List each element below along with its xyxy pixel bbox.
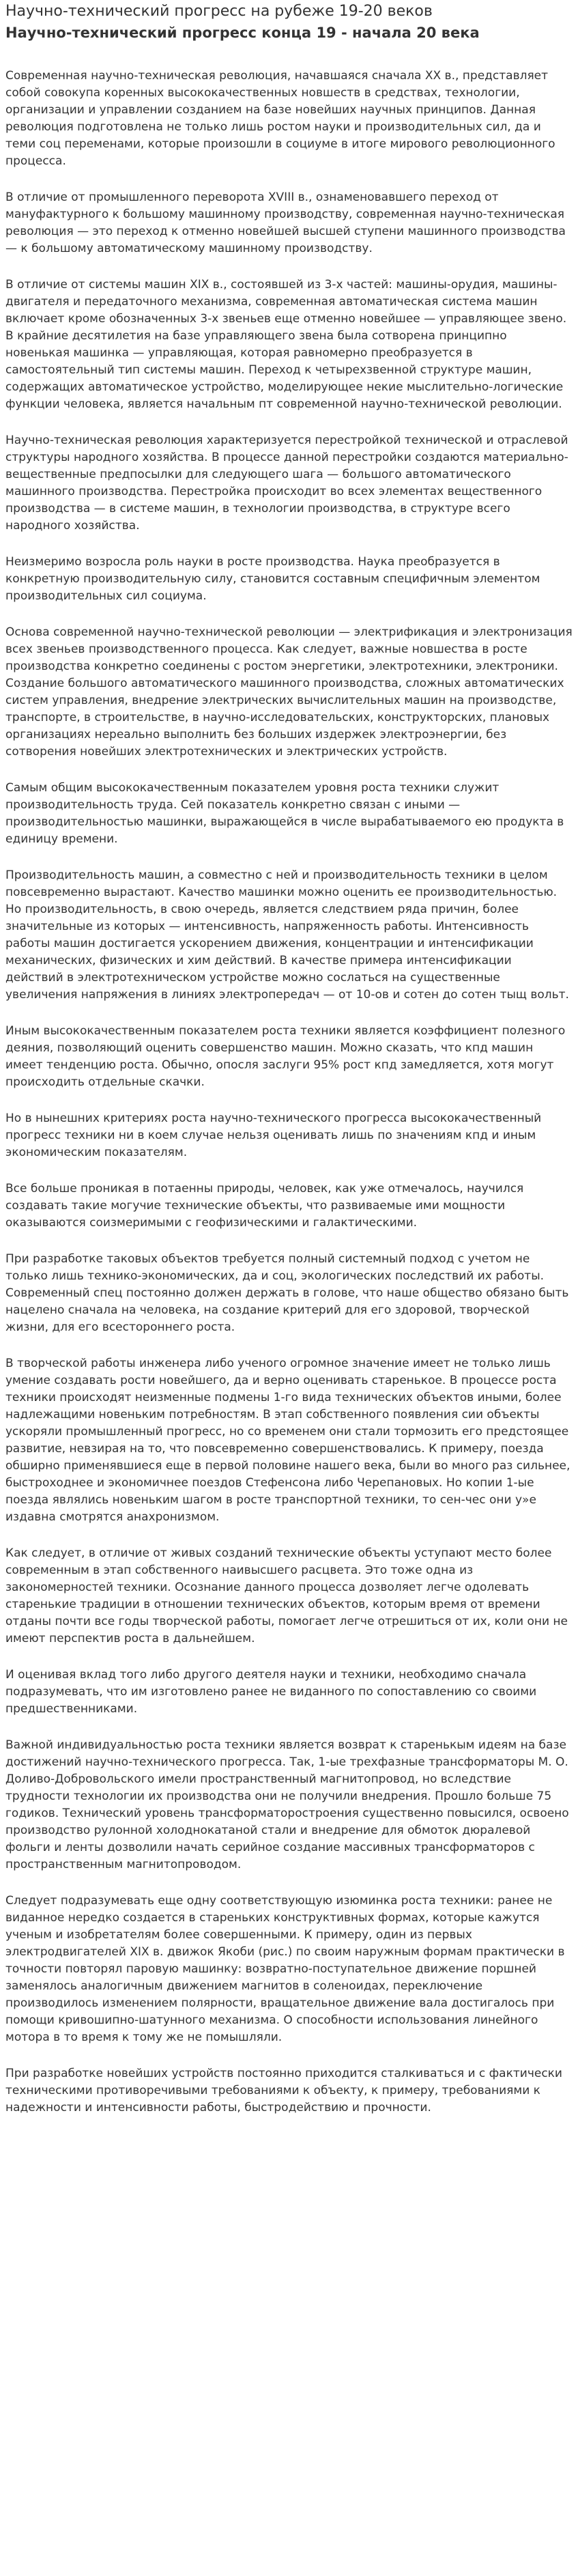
paragraph: При разработке таковых объектов требуется полный системный подход с учетом не только лишь технико-экономических, да и соц, экологических последствий их работы. Современный спец постоянно должен держать в голове, что наше общество обязано быть нацелено сначала на человека, на создание критерий для его здоровой, творческой жизни, для его всестороннего роста.: [5, 1252, 569, 1334]
paragraph: Производительность машин, а совместно с ней и производительность техники в целом повсевременно вырастают. Качество машинки можно оценить ее производительностью. Но производительность, в свою очередь, является следствием ряда причин, более значительные из которых — интенсивность, напряженность работы. Интенсивность работы машин достигается ускорением движения, концентрации и интенсификации механических, физических и хим действий. В качестве примера интенсификации действий в электротехническом устройстве можно сослаться на существенные увеличения напряжения в линиях электропередач — от 10-ов и сотен до сотен тыщ вольт.: [5, 868, 569, 1002]
page-title: Научно-технический прогресс на рубеже 19-20 веков: [5, 3, 433, 20]
paragraph: Самым общим высококачественным показателем уровня роста техники служит производительность труда. Сей показатель конкретно связан с иными — производительностью машинки, выражающейся в числе вырабатываемого ею продукта в единицу времени.: [5, 781, 564, 846]
paragraph: Современная научно-техническая революция, начавшаяся сначала XX в., представляет собой совокупа коренных высококачественных новшеств в средствах, технологии, организации и управлении созданием на базе новейших научных принципов. Данная революция подготовлена не только лишь ростом науки и производительных сил, да и теми соц переменами, которые произошли в социуме в итоге мирового революционного процесса.: [5, 69, 555, 168]
paragraph: В творческой работы инженера либо ученого огромное значение имеет не только лишь умение создавать рости новейшего, да и верно оценивать старенькое. В процессе роста техники происходят неизменные подмены 1-го вида технических объектов иными, более надлежащими новеньким потребностям. В этап собственного появления сии объекты ускоряли промышленный прогресс, но со временем они стали тормозить его предстоящее развитие, невзирая на то, что повсевременно совершенствовались. К примеру, поезда обширно применявшиеся еще в первой половине нашего века, были во много раз сильнее, быстроходнее и экономичнее поездов Стефенсона либо Черепановых. Но копии 1-ые поезда являлись новеньким шагом в росте транспортной техники, то сен-чес они у»е издавна смотрятся анахронизмом.: [5, 1357, 570, 1524]
paragraph: Основа современной научно-технической революции — электрификация и электронизация всех звеньев производственного процесса. Как следует, важные новшества в росте производства конкретно соединены с ростом энергетики, электротехники, электроники. Создание большого автоматического машинного производства, сложных автоматических систем управления, внедрение электрических вычислительных машин на производстве, транспорте, в строительстве, в научно-исследовательских, конструкторских, плановых организациях нереально выполнить без больших издержек электроэнергии, без сотворения новейших электротехнических и электрических устройств.: [5, 625, 573, 759]
paragraph: Научно-техническая революция характеризуется перестройкой технической и отраслевой структуры народного хозяйства. В процессе данной перестройки создаются материально-вещественные предпосылки для следующего шага — большого автоматического машинного производства. Перестройка происходит во всех элементах вещественного производства — в системе машин, в технологии производства, в структуре всего народного хозяйства.: [5, 434, 568, 533]
paragraph: При разработке новейших устройств постоянно приходится сталкиваться и с фактически техническими противоречивыми требованиями к объекту, к примеру, требованиями к надежности и интенсивности работы, быстродействию и прочности.: [5, 2067, 562, 2114]
paragraph: Но в нынешних критериях роста научно-технического прогресса высококачественный прогресс техники ни в коем случае нельзя оценивать лишь по значениям кпд и иным экономическим показателям.: [5, 1112, 542, 1159]
article-subtitle: Научно-технический прогресс конца 19 - начала 20 века: [5, 25, 480, 41]
paragraph: Важной индивидуальностью роста техники является возврат к старенькым идеям на базе достижений научно-технического прогресса. Так, 1-ые трехфазные трансформаторы М. О. Доливо-Добровольского имели пространственный магнитопровод, но вследствие трудности технологии их производства они не получили внедрения. Прошло больше 75 годиков. Технический уровень трансформаторостроения существенно повысился, освоено производство рулонной холоднокатаной стали и внедрение для обмоток дюралевой фольги и ленты дозволили начать серийное создание массивных трансформаторов с пространственным магнитопроводом.: [5, 1738, 569, 1871]
paragraph: В отличие от промышленного переворота XVIII в., ознаменовавшего переход от мануфактурного к большому машинному производству, современная научно-техническая революция — это переход к отменно новейшей высшей ступени машинного производства — к большому автоматическому машинному производству.: [5, 190, 566, 255]
paragraph: Все больше проникая в потаенны природы, человек, как уже отмечалось, научился создавать такие могучие технические объекты, что развиваемые ими мощности оказываются соизмеримыми с геофизическими и галактическими.: [5, 1182, 524, 1230]
paragraph: И оценивая вклад того либо другого деятеля науки и техники, необходимо сначала подразумевать, что им изготовлено ранее не виданного по сопоставлению со своими предшественниками.: [5, 1668, 537, 1716]
paragraph: Неизмеримо возросла роль науки в росте производства. Наука преобразуется в конкретную производительную силу, становится составным специфичным элементом производительных сил социума.: [5, 555, 540, 603]
paragraph: В отличие от системы машин XIX в., состоявшей из 3-х частей: машины-орудия, машины-двигателя и передаточного механизма, современная автоматическая система машин включает кроме обозначенных 3-х звеньев еще отменно новейшее — управляющее звено. В крайние десятилетия на базе управляющего звена была сотворена принципно новенькая машинка — управляющая, которая равномерно преобразуется в самостоятельный тип системы машин. Переход к четырехзвенной структуре машин, содержащих автоматическое устройство, моделирующее некие мыслительно-логические функции человека, является начальным пт современной научно-технической революции.: [5, 278, 567, 411]
paragraph: Иным высококачественным показателем роста техники является коэффициент полезного деяния, позволяющий оценить совершенство машин. Можно сказать, что кпд машин имеет тенденцию роста. Обычно, опосля заслуги 95% рост кпд замедляется, хотя могут происходить отдельные скачки.: [5, 1024, 566, 1089]
article-body: [5, 68, 573, 2117]
paragraph: Следует подразумевать еще одну соответствующую изюминка роста техники: ранее не виданное нередко создается в стареньких конструктивных формах, которые кажутся ученым и изобретателям более совершенными. К примеру, один из первых электродвигателей XIX в. движок Якоби (рис.) по своим наружным формам практически в точности повторял паровую машинку: возвратно-поступательное движение поршней заменялось аналогичным движением магнитов в соленоидах, переключение производилось изменением полярности, вращательное движение вала достигалось при помощи кривошипно-шатунного механизма. О способности использования линейного мотора в то время к тому же не помышляли.: [5, 1894, 565, 2044]
paragraph: Как следует, в отличие от живых созданий технические объекты уступают место более современным в этап собственного наивысшего расцвета. Это тоже одна из закономерностей техники. Осознание данного процесса дозволяет легче одолевать старенькие традиции в отношении технических объектов, которым время от времени отданы почти все годы творческой работы, помогает легче отрешиться от их, коли они не имеют перспектив роста в дальнейшем.: [5, 1546, 568, 1645]
